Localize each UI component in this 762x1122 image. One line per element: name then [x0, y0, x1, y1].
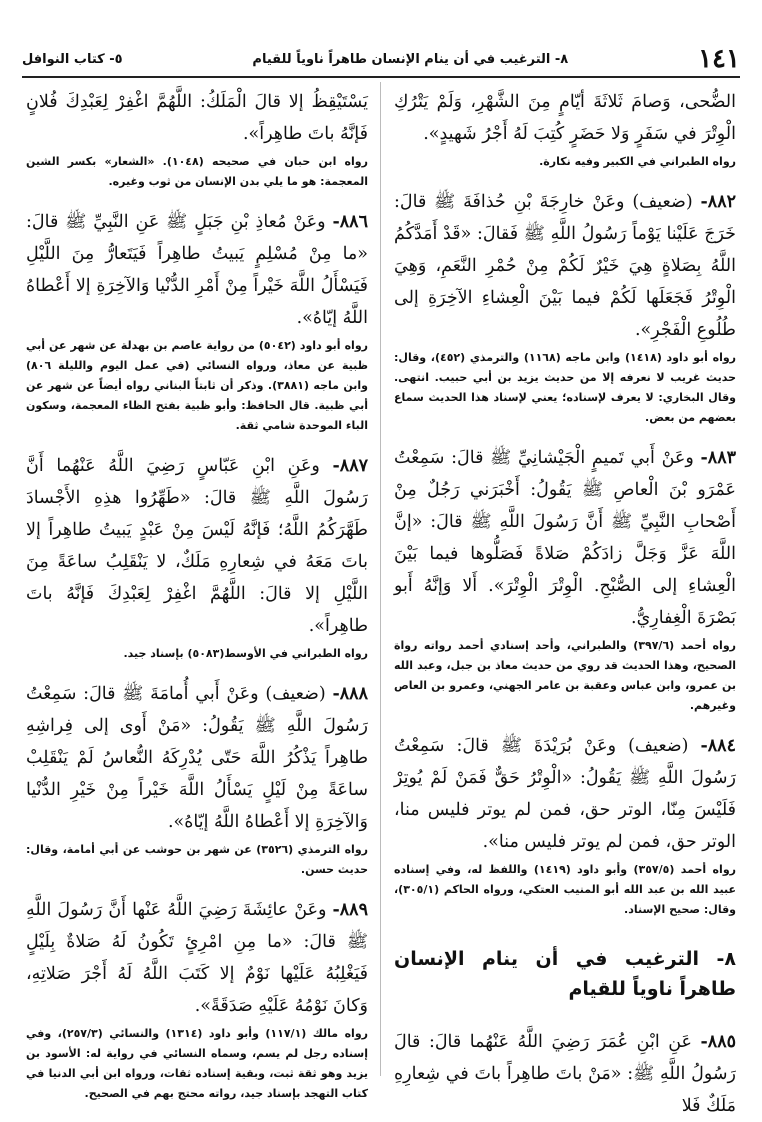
running-title: ٨- الترغيب في أن ينام الإنسان طاهراً ناوياً للقيام: [252, 51, 569, 67]
hadith-889: [26, 894, 368, 1022]
continued-hadith-text: الضُّحى، وَصامَ ثَلاثَةَ أيّامٍ مِنَ الشَّهْرِ، وَلَمْ يَتْرُكِ الْوِتْرَ في سَفَرٍ وَلا حَضَرٍ كُتِبَ لَهُ أَجْرُ شَهيدٍ».: [394, 92, 736, 144]
hadith-number: ٨٨٥-: [700, 1032, 736, 1052]
hadith-number: ٨٨٦-: [332, 212, 368, 232]
hadith-886-source: رواه أبو داود (٥٠٤٢) من رواية عاصم بن بهدلة عن شهر عن أبي ظبية عن معاذ، ورواه النسائي (في عمل اليوم والليلة ٨٠٦) وابن ماجه (٣٨٨١). وذكر أن ثابتاً البناني رواه أيضاً عن شهر عن أبي ظبية. قال الحافظ: وأبو ظبية بفتح الظاء المعجمة، وسكون الباء الموحدة شامي ثقة.: [26, 339, 368, 432]
continued-hadith-source: رواه الطبراني في الكبير وفيه نكارة.: [539, 155, 736, 168]
hadith-text: وعَنْ مُعاذِ بْنِ جَبَلٍ ﷺ عَنِ النَّبِيِّ ﷺ قالَ: «ما مِنْ مُسْلِمٍ يَبيتُ طاهِراً فَيَتَعارُّ مِنَ اللَّيْلِ فَيَسْأَلُ اللَّهَ خَيْراً مِنْ أَمْرِ الدُّنْيا وَالآخِرَةِ إلا أَعْطاهُ اللَّهُ إيّاهُ».: [26, 212, 368, 328]
hadith-882-source: رواه أبو داود (١٤١٨) وابن ماجه (١١٦٨) والترمذي (٤٥٢)، وقال: حديث غريب لا نعرفه إلا من حديث يزيد بن أبي حبيب. انتهى. وقال البخاري: لا يعرف لإسناده؛ يعني لإسناد هذا الحديث سماع بعضهم من بعض.: [394, 351, 737, 424]
page-number: ١٤١: [698, 44, 740, 74]
hadith-number: ٨٨٨-: [332, 684, 368, 704]
hadith-888-source: رواه الترمذي (٣٥٢٦) عن شهر بن حوشب عن أبي أمامة، وقال: حديث حسن.: [26, 843, 368, 876]
right-column: [394, 86, 736, 1122]
hadith-number: ٨٨٧-: [332, 456, 368, 476]
hadith-text: وعَنْ أَبي تَميمٍ الْجَيْشانِيِّ ﷺ قالَ: سَمِعْتُ عَمْرَو بْنَ الْعاصِ ﷺ يَقُولُ: أَخْبَرَني رَجُلٌ مِنْ أَصْحابِ النَّبِيِّ ﷺ أَنَّ رَسُولَ اللَّهِ ﷺ قالَ: «إنَّ اللَّهَ عَزَّ وَجَلَّ زادَكُمْ صَلاةً فَصَلُّوها فيما بَيْنَ الْعِشاءِ إلى الصُّبْحِ. الْوِتْرَ الْوِتْرَ». أَلا وَإنَّهُ أَبو بَصْرَةَ الْغِفارِيُّ.: [394, 448, 736, 628]
hadith-884: [394, 730, 736, 858]
hadith-888: [26, 678, 368, 838]
hadith-882: [394, 186, 736, 346]
column-divider: [380, 82, 381, 1076]
continued-hadith-text: يَسْتَيْقِظُ إلا قالَ الْمَلَكُ: اللَّهُمَّ اغْفِرْ لِعَبْدِكَ فُلانٍ فَإنَّهُ باتَ طاهِراً».: [26, 92, 368, 144]
hadith-885: [394, 1026, 736, 1122]
hadith-number: ٨٨٢-: [700, 192, 736, 212]
hadith-883: [394, 442, 736, 634]
hadith-text: (ضعيف) وعَنْ خارِجَةَ بْنِ حُذافَةَ ﷺ قالَ: خَرَجَ عَلَيْنا يَوْماً رَسُولُ اللَّهِ ﷺ فَقالَ: «قَدْ أَمَدَّكُمُ اللَّهُ بِصَلاةٍ هِيَ خَيْرٌ لَكُمْ مِنْ حُمْرِ النَّعَمِ، وَهِيَ الْوِتْرُ فَجَعَلَها لَكُمْ فيما بَيْنَ الْعِشاءِ الآخِرَةِ إلى طُلُوعِ الْفَجْرِ».: [394, 192, 736, 340]
hadith-887: [26, 450, 368, 642]
page-header: [22, 42, 740, 78]
hadith-number: ٨٨٣-: [700, 448, 736, 468]
hadith-number: ٨٨٩-: [332, 900, 368, 920]
hadith-text: عَنِ ابْنِ عُمَرَ رَضِيَ اللَّهُ عَنْهُما قالَ: قالَ رَسُولُ اللَّهِ ﷺ: «مَنْ باتَ طاهِراً باتَ في شِعارِهِ مَلَكٌ فَلا: [394, 1032, 736, 1116]
hadith-text: (ضعيف) وعَنْ بُرَيْدَةَ ﷺ قالَ: سَمِعْتُ رَسُولَ اللَّهِ ﷺ يَقُولُ: «الْوِتْرُ حَقٌّ فَمَنْ لَمْ يُوتِرْ فَلَيْسَ مِنّا، الوتر حق، فمن لم يوتر فليس منا، الوتر حق، فمن لم يوتر فليس منا».: [394, 736, 736, 852]
hadith-884-source: رواه أحمد (٣٥٧/٥) وأبو داود (١٤١٩) واللفظ له، وفي إسناده عبيد الله بن عبد الله أبو المنيب العتكي، ورواه الحاكم (٣٠٥/١)، وقال: صحيح الإسناد.: [394, 863, 736, 916]
hadith-number: ٨٨٤-: [700, 736, 736, 756]
left-column: [26, 86, 368, 1118]
hadith-text: وعَنْ عائِشَةَ رَضِيَ اللَّهُ عَنْها أَنَّ رَسُولَ اللَّهِ ﷺ قالَ: «ما مِنِ امْرِئٍ تَكُونُ لَهُ صَلاةٌ بِلَيْلٍ فَيَغْلِبُهُ عَلَيْها نَوْمٌ إلا كَتَبَ اللَّهُ لَهُ أَجْرَ صَلاتِهِ، وَكانَ نَوْمُهُ عَلَيْهِ صَدَقَةً».: [26, 900, 368, 1016]
hadith-886: [26, 206, 368, 334]
continued-hadith-source: رواه ابن حبان في صحيحه (١٠٤٨). «الشعار» بكسر الشين المعجمة: هو ما يلي بدن الإنسان من ثوب وغيره.: [26, 155, 368, 188]
section-heading: ٨- الترغيب في أن ينام الإنسان طاهراً ناوياً للقيام: [394, 948, 736, 1000]
hadith-883-source: رواه أحمد (٣٩٧/٦) والطبراني، وأحد إسنادي أحمد رواته رواة الصحيح، وهذا الحديث قد روي من حديث معاذ بن جبل، وعبد الله بن عمرو، وابن عباس وعقبة بن عامر الجهني، وعمرو بن العاص وغيرهم.: [394, 639, 736, 712]
book-title: ٥- كتاب النوافل: [22, 51, 123, 67]
hadith-text: (ضعيف) وعَنْ أَبي أُمامَةَ ﷺ قالَ: سَمِعْتُ رَسُولَ اللَّهِ ﷺ يَقُولُ: «مَنْ أَوى إلى فِراشِهِ طاهِراً يَذْكُرُ اللَّهَ حَتّى يُدْرِكَهُ النُّعاسُ لَمْ يَنْقَلِبْ ساعَةً مِنْ لَيْلٍ يَسْأَلُ اللَّهَ خَيْراً مِنْ خَيْرِ الدُّنْيا وَالآخِرَةِ إلا أَعْطاهُ اللَّهُ إيّاهُ».: [26, 684, 368, 832]
hadith-887-source: رواه الطبراني في الأوسط(٥٠٨٣) بإسناد جيد.: [123, 647, 368, 660]
hadith-text: وعَنِ ابْنِ عَبّاسٍ رَضِيَ اللَّهُ عَنْهُما أَنَّ رَسُولَ اللَّهِ ﷺ قالَ: «طَهِّرُوا هذِهِ الأَجْسادَ طَهَّرَكُمُ اللَّهُ؛ فَإنَّهُ لَيْسَ مِنْ عَبْدٍ يَبيتُ طاهِراً إلا باتَ مَعَهُ في شِعارِهِ مَلَكٌ، لا يَنْقَلِبُ ساعَةً مِنَ اللَّيْلِ إلا قالَ: اللَّهُمَّ اغْفِرْ لِعَبْدِكَ فَإنَّهُ باتَ طاهِراً».: [26, 456, 368, 636]
hadith-889-source: رواه مالك (١١٧/١) وأبو داود (١٣١٤) والنسائي (٢٥٧/٣)، وفي إسناده رجل لم يسم، وسماه النسائي في رواية له: الأسود بن يزيد وهو ثقة ثبت، وبقية إسناده ثقات، ورواه ابن أبي الدنيا في كتاب التهجد بإسناد جيد، رواته محتج بهم في الصحيح.: [26, 1027, 368, 1100]
